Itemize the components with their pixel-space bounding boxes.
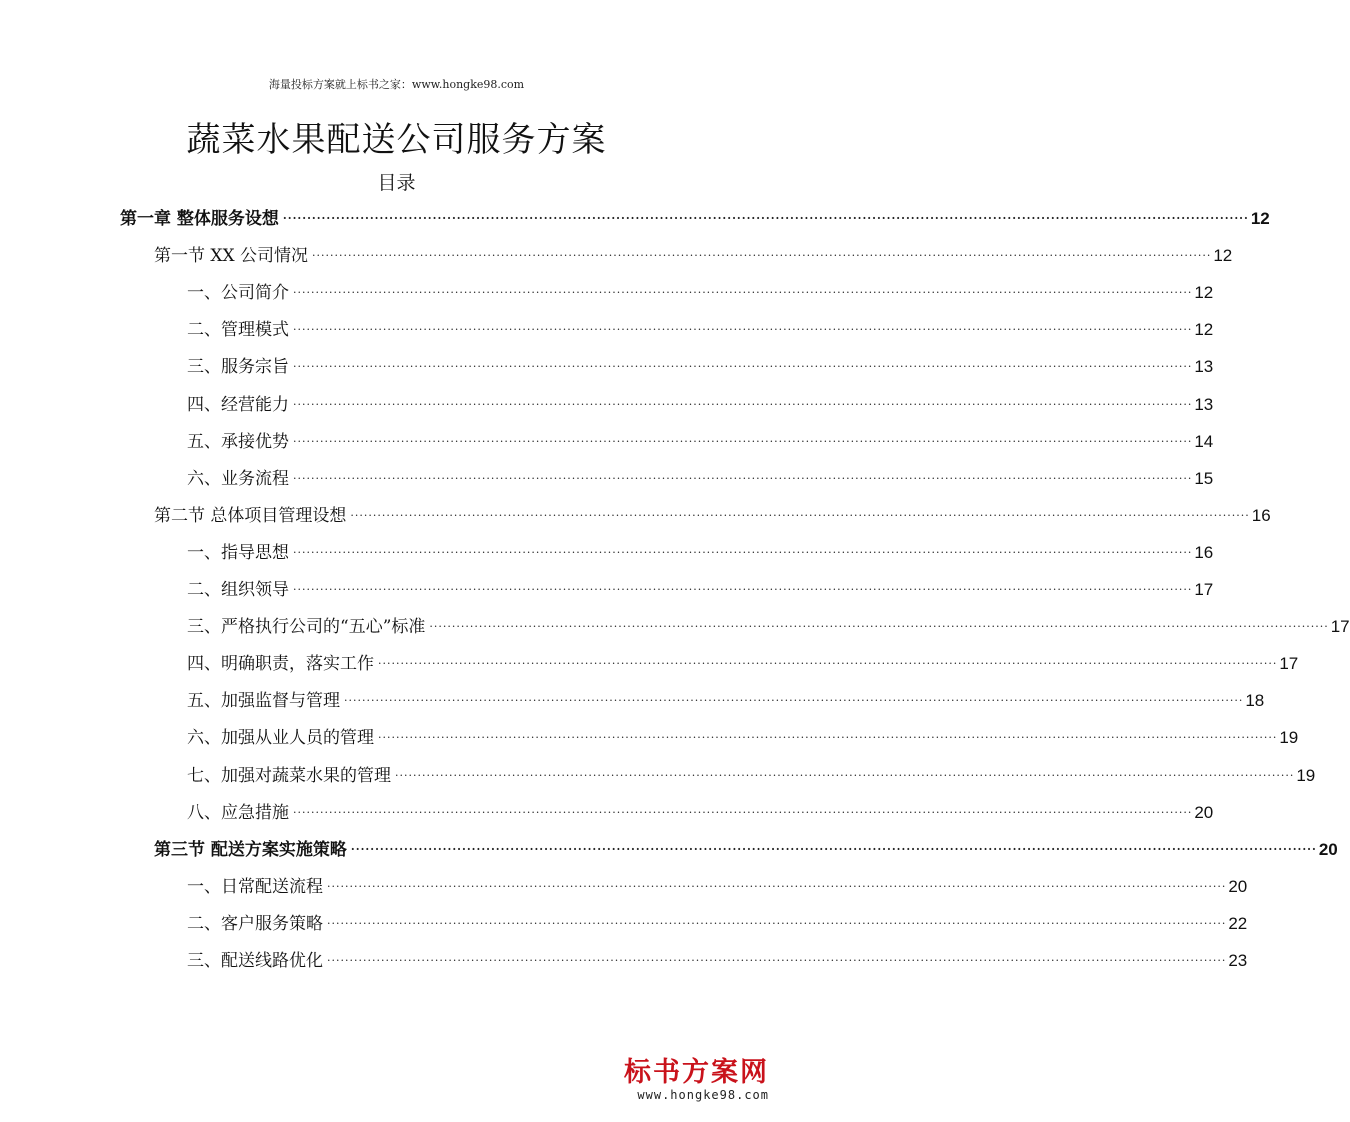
toc-leader-dots: ········································································································································································································ — [293, 583, 1193, 596]
toc-entry[interactable] — [187, 867, 1248, 897]
document-title: 蔬菜水果配送公司服务方案 — [186, 120, 607, 160]
toc-entry[interactable] — [154, 496, 1271, 526]
toc-entry-page: 19 — [1296, 765, 1316, 785]
toc-leader-dots: ········································································································································································································ — [378, 731, 1278, 745]
toc-entry-label: 二、组织领导 — [187, 580, 289, 600]
toc-entry-page: 12 — [1250, 209, 1270, 228]
toc-entry-page: 17 — [1330, 617, 1350, 637]
toc-entry-page: 22 — [1228, 913, 1248, 933]
toc-leader-dots: ········································································································································································································ — [293, 286, 1193, 300]
toc-entry-label: 第一节 XX 公司情况 — [154, 246, 309, 267]
toc-leader-dots: ········································································································································································································ — [378, 657, 1278, 671]
toc-entry-page: 23 — [1228, 951, 1248, 970]
toc-entry-label: 一、指导思想 — [187, 542, 289, 563]
toc-entry[interactable] — [187, 718, 1299, 749]
toc-leader-dots: ········································································································································································································ — [327, 916, 1227, 930]
toc-entry-page: 18 — [1245, 691, 1265, 711]
toc-entry-label: 一、日常配送流程 — [187, 876, 323, 897]
toc-entry[interactable] — [187, 570, 1214, 600]
toc-leader-dots: ········································································································································································································ — [293, 434, 1193, 448]
toc-entry-label: 四、明确职责，落实工作 — [187, 654, 374, 675]
toc-leader-dots: ········································································································································································································ — [293, 805, 1193, 819]
logo-title: 标书方案网 — [624, 1057, 769, 1088]
toc-entry[interactable] — [187, 310, 1214, 341]
watermark-logo — [624, 1058, 769, 1102]
toc-entry-page: 15 — [1194, 468, 1214, 488]
toc-entry-label: 二、管理模式 — [187, 320, 289, 341]
toc-leader-dots: ········································································································································································································ — [293, 323, 1193, 337]
toc-leader-dots: ········································································································································································································ — [395, 768, 1295, 782]
toc-entry-label: 第二节 总体项目管理设想 — [154, 505, 347, 526]
toc-entry[interactable] — [187, 459, 1214, 489]
toc-leader-dots: ········································································································································································································ — [293, 360, 1193, 374]
toc-entry-page: 17 — [1279, 654, 1299, 674]
toc-entry-label: 四、经营能力 — [187, 394, 289, 415]
toc-entry-page: 17 — [1194, 580, 1214, 599]
toc-entry[interactable] — [154, 236, 1233, 267]
toc-entry-label: 二、客户服务策略 — [187, 913, 323, 934]
toc-entry[interactable] — [187, 422, 1214, 452]
toc-entry[interactable] — [187, 941, 1248, 971]
toc-entry-label: 六、业务流程 — [187, 468, 289, 489]
toc-entry[interactable] — [187, 681, 1265, 712]
toc-entry-page: 13 — [1194, 394, 1214, 414]
toc-entry-label: 三、服务宗旨 — [187, 357, 289, 378]
page-header: 海量投标方案就上标书之家：www.hongke98.com — [268, 78, 525, 91]
toc-leader-dots: ········································································································································································································ — [327, 954, 1227, 967]
toc-entry-page: 12 — [1213, 246, 1233, 266]
toc-entry-page: 14 — [1194, 431, 1214, 451]
toc-entry-label: 三、严格执行公司的“五心”标准 — [187, 617, 426, 638]
toc-entry[interactable] — [187, 273, 1214, 304]
toc-leader-dots: ········································································································································································································ — [293, 471, 1193, 485]
toc-entry-label: 三、配送线路优化 — [187, 951, 323, 971]
toc-entry-page: 20 — [1228, 876, 1248, 896]
toc-entry-label: 第一章 整体服务设想 — [120, 209, 279, 229]
toc-leader-dots: ········································································································································································································ — [293, 397, 1193, 411]
toc-entry[interactable] — [187, 385, 1214, 415]
toc-entry-page: 16 — [1194, 542, 1214, 562]
toc-leader-dots: ········································································································································································································ — [344, 694, 1244, 708]
toc-entry[interactable] — [187, 793, 1214, 823]
toc-entry-page: 20 — [1194, 802, 1214, 822]
toc-entry-label: 五、承接优势 — [187, 431, 289, 452]
toc-entry-label: 第三节 配送方案实施策略 — [154, 839, 347, 860]
toc-entry[interactable] — [120, 199, 1270, 229]
toc-leader-dots: ········································································································································································································ — [293, 545, 1193, 559]
toc-leader-dots: ········································································································································································································ — [327, 879, 1227, 893]
toc-entry-page: 16 — [1251, 505, 1271, 525]
toc-entry-label: 一、公司简介 — [187, 283, 289, 304]
toc-leader-dots: ········································································································································································································ — [312, 249, 1212, 263]
toc-entry[interactable] — [187, 756, 1316, 786]
toc-entry-page: 13 — [1194, 357, 1214, 377]
toc-entry-page: 12 — [1194, 283, 1214, 303]
toc-entry[interactable] — [154, 830, 1338, 860]
toc-entry-label: 六、加强从业人员的管理 — [187, 728, 374, 749]
toc-leader-dots: ········································································································································································································ — [350, 508, 1250, 522]
toc-entry[interactable] — [187, 347, 1214, 378]
toc-leader-dots: ········································································································································································································ — [429, 620, 1329, 634]
toc-entry-label: 八、应急措施 — [187, 802, 289, 823]
toc-entry[interactable] — [187, 904, 1248, 934]
toc-entry-label: 七、加强对蔬菜水果的管理 — [187, 765, 391, 786]
toc-entry-label: 五、加强监督与管理 — [187, 691, 340, 712]
toc-heading: 目录 — [377, 172, 416, 194]
logo-url: www.hongke98.com — [637, 1088, 769, 1102]
toc-leader-dots: ········································································································································································································ — [350, 842, 1317, 856]
toc-entry[interactable] — [187, 644, 1299, 675]
toc-leader-dots: ········································································································································································································ — [282, 212, 1249, 225]
toc-entry[interactable] — [187, 607, 1350, 638]
toc-entry-page: 12 — [1194, 320, 1214, 340]
toc-entry-page: 19 — [1279, 728, 1299, 748]
toc-entry-page: 20 — [1318, 839, 1338, 859]
toc-entry[interactable] — [187, 533, 1214, 563]
